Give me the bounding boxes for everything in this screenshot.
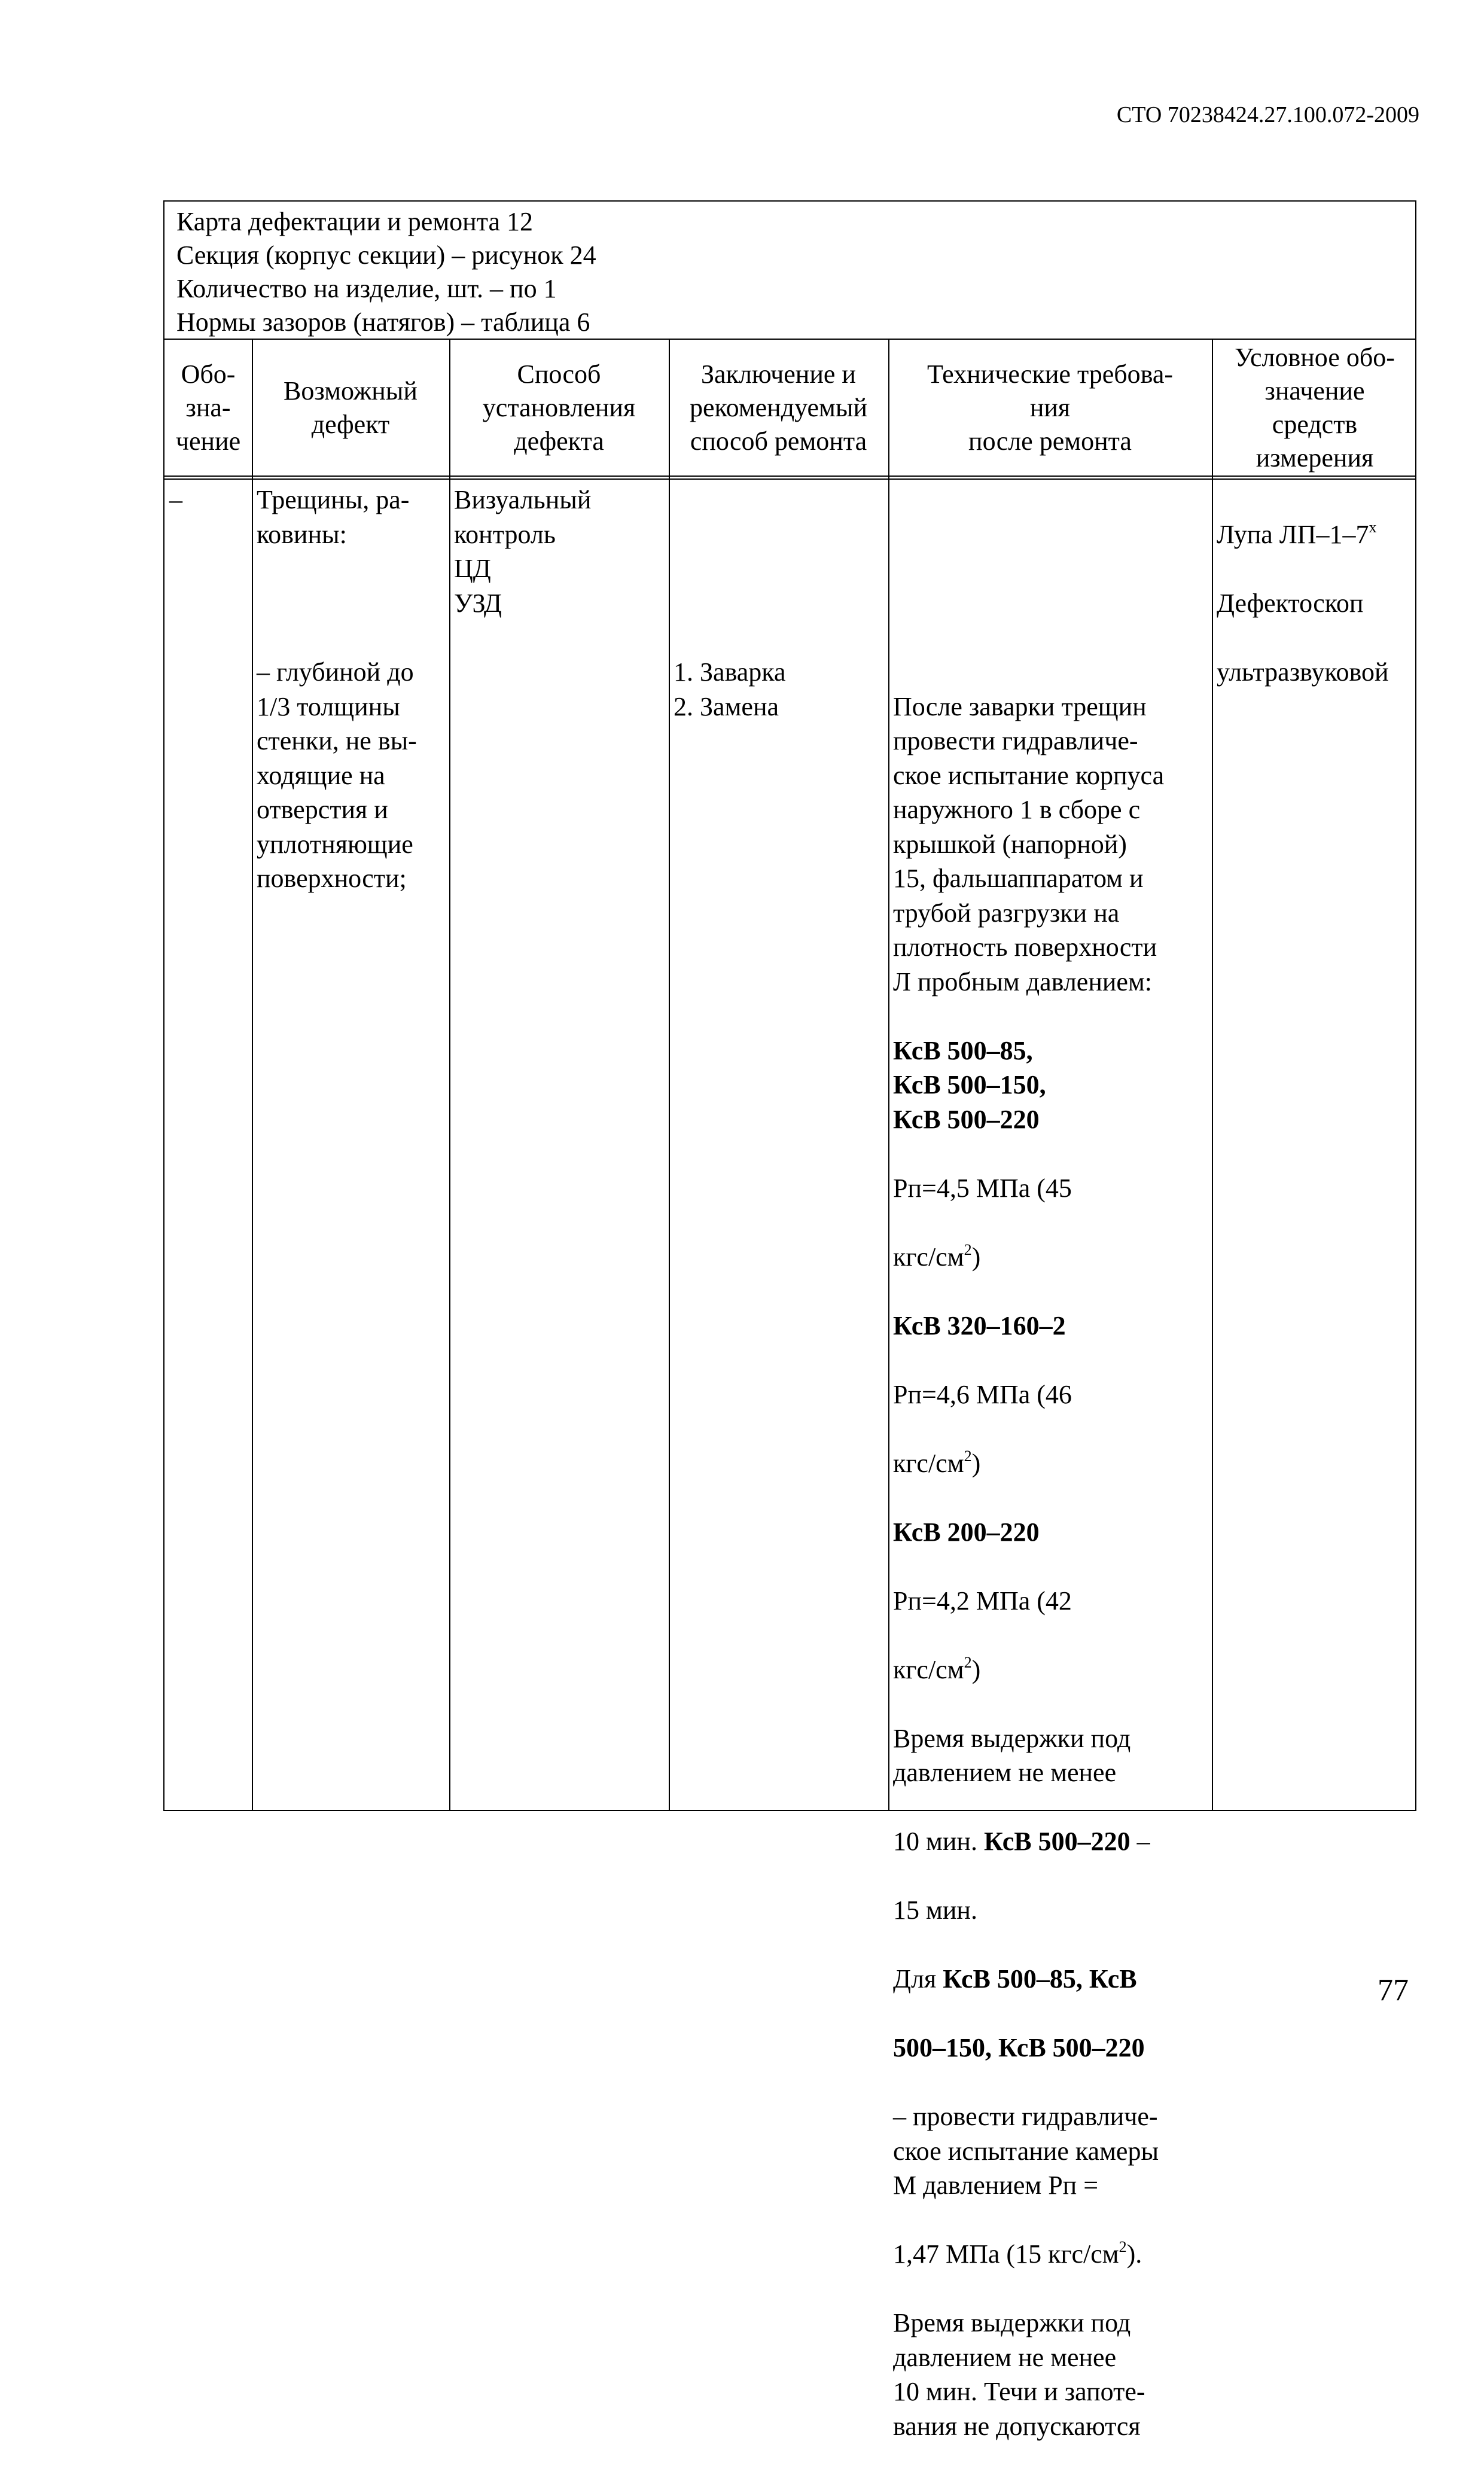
requirements-chamber-test: – провести гидравличе- ское испытание камеры М давлением Рп = <box>893 2102 1159 2200</box>
instrument-flaw-detector-type: ультразвуковой <box>1217 657 1389 687</box>
header-double-rule <box>164 476 1415 480</box>
card-title: Карта дефектации и ремонта 12 <box>176 207 533 236</box>
requirements-pressure-1: Рп=4,5 МПа (45 <box>893 1173 1072 1203</box>
document-code: СТО 70238424.27.100.072-2009 <box>1116 102 1419 127</box>
requirements-models-3: КсВ 200–220 <box>893 1517 1040 1547</box>
cell-method: Визуальный контроль ЦД УЗД <box>454 485 592 618</box>
instrument-magnifier: Лупа ЛП–1–7 <box>1217 519 1369 549</box>
card-section: Секция (корпус секции) – рисунок 24 <box>176 240 596 270</box>
requirements-hold-minutes: 10 мин. <box>893 1827 984 1856</box>
requirements-chamber-pressure: 1,47 МПа (15 кгс/см <box>893 2239 1119 2269</box>
requirements-unit-3: кгс/см <box>893 1654 964 1684</box>
column-header-repair: Заключение и рекомендуемый способ ремонта <box>689 359 868 456</box>
superscript-2: 2 <box>964 1447 972 1465</box>
card-header <box>164 202 1415 340</box>
card-quantity: Количество на изделие, шт. – по 1 <box>176 274 557 303</box>
column-divider <box>669 340 670 1810</box>
cell-designation: – <box>169 485 182 514</box>
instrument-flaw-detector: Дефектоскоп <box>1217 588 1364 618</box>
requirements-pressure-3: Рп=4,2 МПа (42 <box>893 1586 1072 1616</box>
column-header-instruments: Условное обо- значение средств измерения <box>1235 342 1395 473</box>
requirements-for-prefix: Для <box>893 1964 943 1994</box>
requirements-intro: После заварки трещин провести гидравличе- ское испытание корпуса наружного 1 в сборе с крышкой (напорной) 15, фальшаппаратом и трубой разгрузки на плотность поверхности Л пробным давлением: <box>893 691 1165 996</box>
cell-defect-sub: – глубиной до 1/3 толщины стенки, не вы- ходящие на отверстия и уплотняющие поверхности; <box>257 657 417 893</box>
superscript-2: 2 <box>964 1240 972 1258</box>
column-header-defect: Возможный дефект <box>284 376 418 439</box>
requirements-hold-model: КсВ 500–220 <box>983 1827 1130 1856</box>
requirements-chamber-pressure-end: ). <box>1126 2239 1142 2269</box>
card-norms: Нормы зазоров (натягов) – таблица 6 <box>176 307 590 337</box>
requirements-hold-time: Время выдержки под давлением не менее <box>893 1723 1131 1787</box>
requirements-pressure-2: Рп=4,6 МПа (46 <box>893 1379 1072 1409</box>
column-header-requirements: Технические требова- ния после ремонта <box>927 359 1174 456</box>
cell-instruments <box>1213 483 1418 724</box>
superscript-2: 2 <box>1119 2238 1127 2256</box>
requirements-hold-minutes-2: 15 мин. <box>893 1895 977 1925</box>
requirements-models-2: КсВ 320–160–2 <box>893 1310 1066 1340</box>
column-header-designation: Обо- зна- чение <box>175 359 241 456</box>
cell-requirements: После заварки трещин провести гидравличе- ское испытание корпуса наружного 1 в сборе с крышкой (напорной) 15, фальшаппаратом и трубой разгрузки на плотность поверхности Л пробным давлением: КсВ 500–85, КсВ 500–150, КсВ 500–220 Рп=4,5 МПа (45 кгс/$см^2$) КсВ 320–160–2 Рп=4,6 МПа (46 кгс/$см^2$) КсВ 200–220 Рп=4,2 МПа (42 кгс/$см^2$) Время выдержки под давлением не менее 10 мин. КсВ 500–220 – 15 мин. Для КсВ 500–85, КсВ 500–150, КсВ 500–220 – провести гидравличе- ское испытание камеры М давлением Рп = 1,47 МПа (15 кгс/$см^2$). Время выдержки под давлением не менее 10 мин. Течи и запоте- вания не допускаются <box>889 655 1212 2478</box>
instrument-superscript: х <box>1369 518 1377 536</box>
requirements-final: Время выдержки под давлением не менее 10 мин. Течи и запоте- вания не допускаются <box>893 2308 1145 2441</box>
column-header-method: Способ установления дефекта <box>482 359 636 456</box>
cell-repair: 1. Заварка 2. Замена <box>674 657 786 721</box>
requirements-for-models: КсВ 500–85, КсВ <box>943 1964 1137 1994</box>
page-number: 77 <box>1378 1973 1409 2007</box>
superscript-2: 2 <box>964 1653 972 1671</box>
requirements-models-1: КсВ 500–85, КсВ 500–150, КсВ 500–220 <box>893 1035 1046 1134</box>
requirements-hold-dash: – <box>1130 1827 1150 1856</box>
requirements-unit-1: кгс/см <box>893 1242 964 1272</box>
column-divider <box>252 340 253 1810</box>
cell-defect-main: Трещины, ра- ковины: <box>257 485 410 549</box>
requirements-unit-2: кгс/см <box>893 1448 964 1478</box>
requirements-for-models-2: 500–150, КсВ 500–220 <box>893 2033 1145 2062</box>
